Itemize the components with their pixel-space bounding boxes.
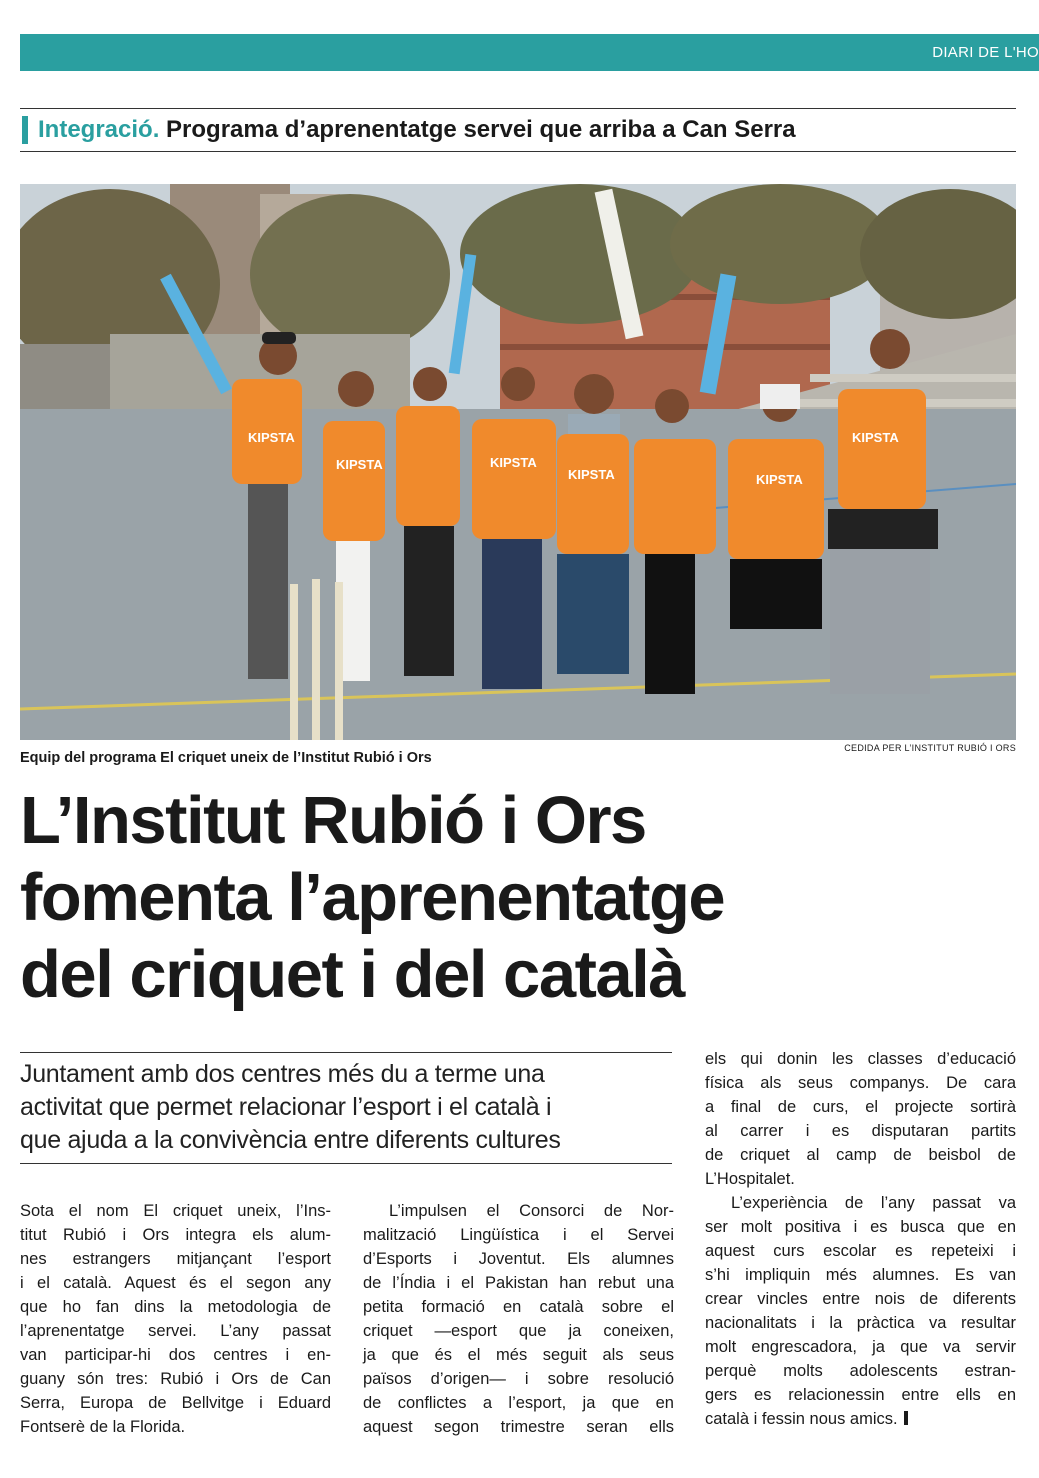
body-line: els qui donin les classes d’educació xyxy=(705,1050,1016,1068)
body-line: de conflictes a l’esport, ja que en xyxy=(363,1394,674,1412)
bib-logo: KIPSTA xyxy=(336,457,383,472)
section-heading xyxy=(38,115,796,145)
end-mark xyxy=(904,1411,908,1425)
body-line: crear vincles entre nois de diferents xyxy=(705,1290,1016,1308)
body-line: aquest curs escolar es repeteixi i xyxy=(705,1242,1016,1260)
body-line: L’Hospitalet. xyxy=(705,1170,795,1188)
title-line: fomenta l’aprenentatge xyxy=(20,860,725,935)
title-line: del criquet i del català xyxy=(20,937,685,1012)
body-line: d’Esports i Joventut. Els alumnes xyxy=(363,1250,674,1268)
bib-logo: KIPSTA xyxy=(852,430,899,445)
body-line: petita formació en català sobre el xyxy=(363,1298,674,1316)
photo-caption: Equip del programa El criquet uneix de l’Institut Rubió i Ors xyxy=(20,750,432,766)
lead-rule-bottom xyxy=(20,1163,672,1164)
body-line xyxy=(705,1407,1016,1431)
body-line: molt engrescadora, ja que va servir xyxy=(705,1338,1016,1356)
body-line: Sota el nom El criquet uneix, l’Ins- xyxy=(20,1202,331,1220)
section-rule xyxy=(20,151,1016,152)
body-line: s’hi impliquin més alumnes. Es van xyxy=(705,1266,1016,1284)
article-title xyxy=(20,782,1010,1013)
photo-credit: CEDIDA PER L’INSTITUT RUBIÓ I ORS xyxy=(844,743,1016,753)
body-line: guany són tres: Rubió i Ors de Can xyxy=(20,1370,331,1388)
body-line: de criquet al camp de beisbol de xyxy=(705,1146,1016,1164)
body-line: van participar-hi dos centres i en- xyxy=(20,1346,331,1364)
top-rule xyxy=(20,108,1016,109)
section-headline: Programa d’aprenentatge servei que arriba a Can Serra xyxy=(166,116,796,143)
body-line: gers es relacionessin entre ells en xyxy=(705,1386,1016,1404)
body-line: Fontserè de la Florida. xyxy=(20,1418,186,1436)
body-line: criquet —esport que ja coneixen, xyxy=(363,1322,674,1340)
bib-logo: KIPSTA xyxy=(248,430,295,445)
lead-line: Juntament amb dos centres més du a terme una xyxy=(20,1060,545,1088)
body-line: nes estrangers mitjançant l’esport xyxy=(20,1250,331,1268)
body-line: al carrer i es disputaran partits xyxy=(705,1122,1016,1140)
section-marker xyxy=(22,116,28,144)
lead-line: activitat que permet relacionar l’esport i el català i xyxy=(20,1093,552,1121)
body-line: Serra, Europa de Bellvitge i Eduard xyxy=(20,1394,331,1412)
body-line: ja que és el més seguit als seus xyxy=(363,1346,674,1364)
team-photo xyxy=(20,184,1016,740)
body-line: que ho fan dins la metodologia de xyxy=(20,1298,331,1316)
body-line: a final de curs, el projecte sortirà xyxy=(705,1098,1016,1116)
bib-logo: KIPSTA xyxy=(568,467,615,482)
publication-name: DIARI DE L'HO xyxy=(932,44,1039,61)
bib-logo: KIPSTA xyxy=(756,472,803,487)
body-column-3 xyxy=(705,1047,1016,1431)
bib-logo: KIPSTA xyxy=(490,455,537,470)
lead-line: que ajuda a la convivència entre diferents cultures xyxy=(20,1126,561,1154)
lead-rule-top xyxy=(20,1052,672,1053)
body-line: països d’origen— i sobre resolució xyxy=(363,1370,674,1388)
body-line: aquest segon trimestre seran ells xyxy=(363,1418,674,1436)
body-line: i el català. Aquest és el segon any xyxy=(20,1274,331,1292)
body-line: perquè molts adolescents estran- xyxy=(705,1362,1016,1380)
body-line: nacionalitats i la pràctica va resultar xyxy=(705,1314,1016,1332)
body-line-text: català i fessin nous amics. xyxy=(705,1410,898,1428)
title-line: L’Institut Rubió i Ors xyxy=(20,783,646,858)
body-column-2 xyxy=(363,1199,674,1439)
body-line: de l’Índia i el Pakistan han rebut una xyxy=(363,1274,674,1292)
body-line: malització Lingüística i el Servei xyxy=(363,1226,674,1244)
body-line: titut Rubió i Ors integra els alum- xyxy=(20,1226,331,1244)
body-line: L’experiència de l’any passat va xyxy=(731,1194,1016,1212)
top-color-bar xyxy=(20,34,1039,71)
article-lead xyxy=(20,1058,670,1157)
body-line: ser molt positiva i es busca que en xyxy=(705,1218,1016,1236)
body-line: l’aprenentatge servei. L’any passat xyxy=(20,1322,331,1340)
body-line: L’impulsen el Consorci de Nor- xyxy=(389,1202,674,1220)
section-kicker: Integració. xyxy=(38,116,160,143)
body-line: física als seus companys. De cara xyxy=(705,1074,1016,1092)
body-column-1 xyxy=(20,1199,331,1439)
